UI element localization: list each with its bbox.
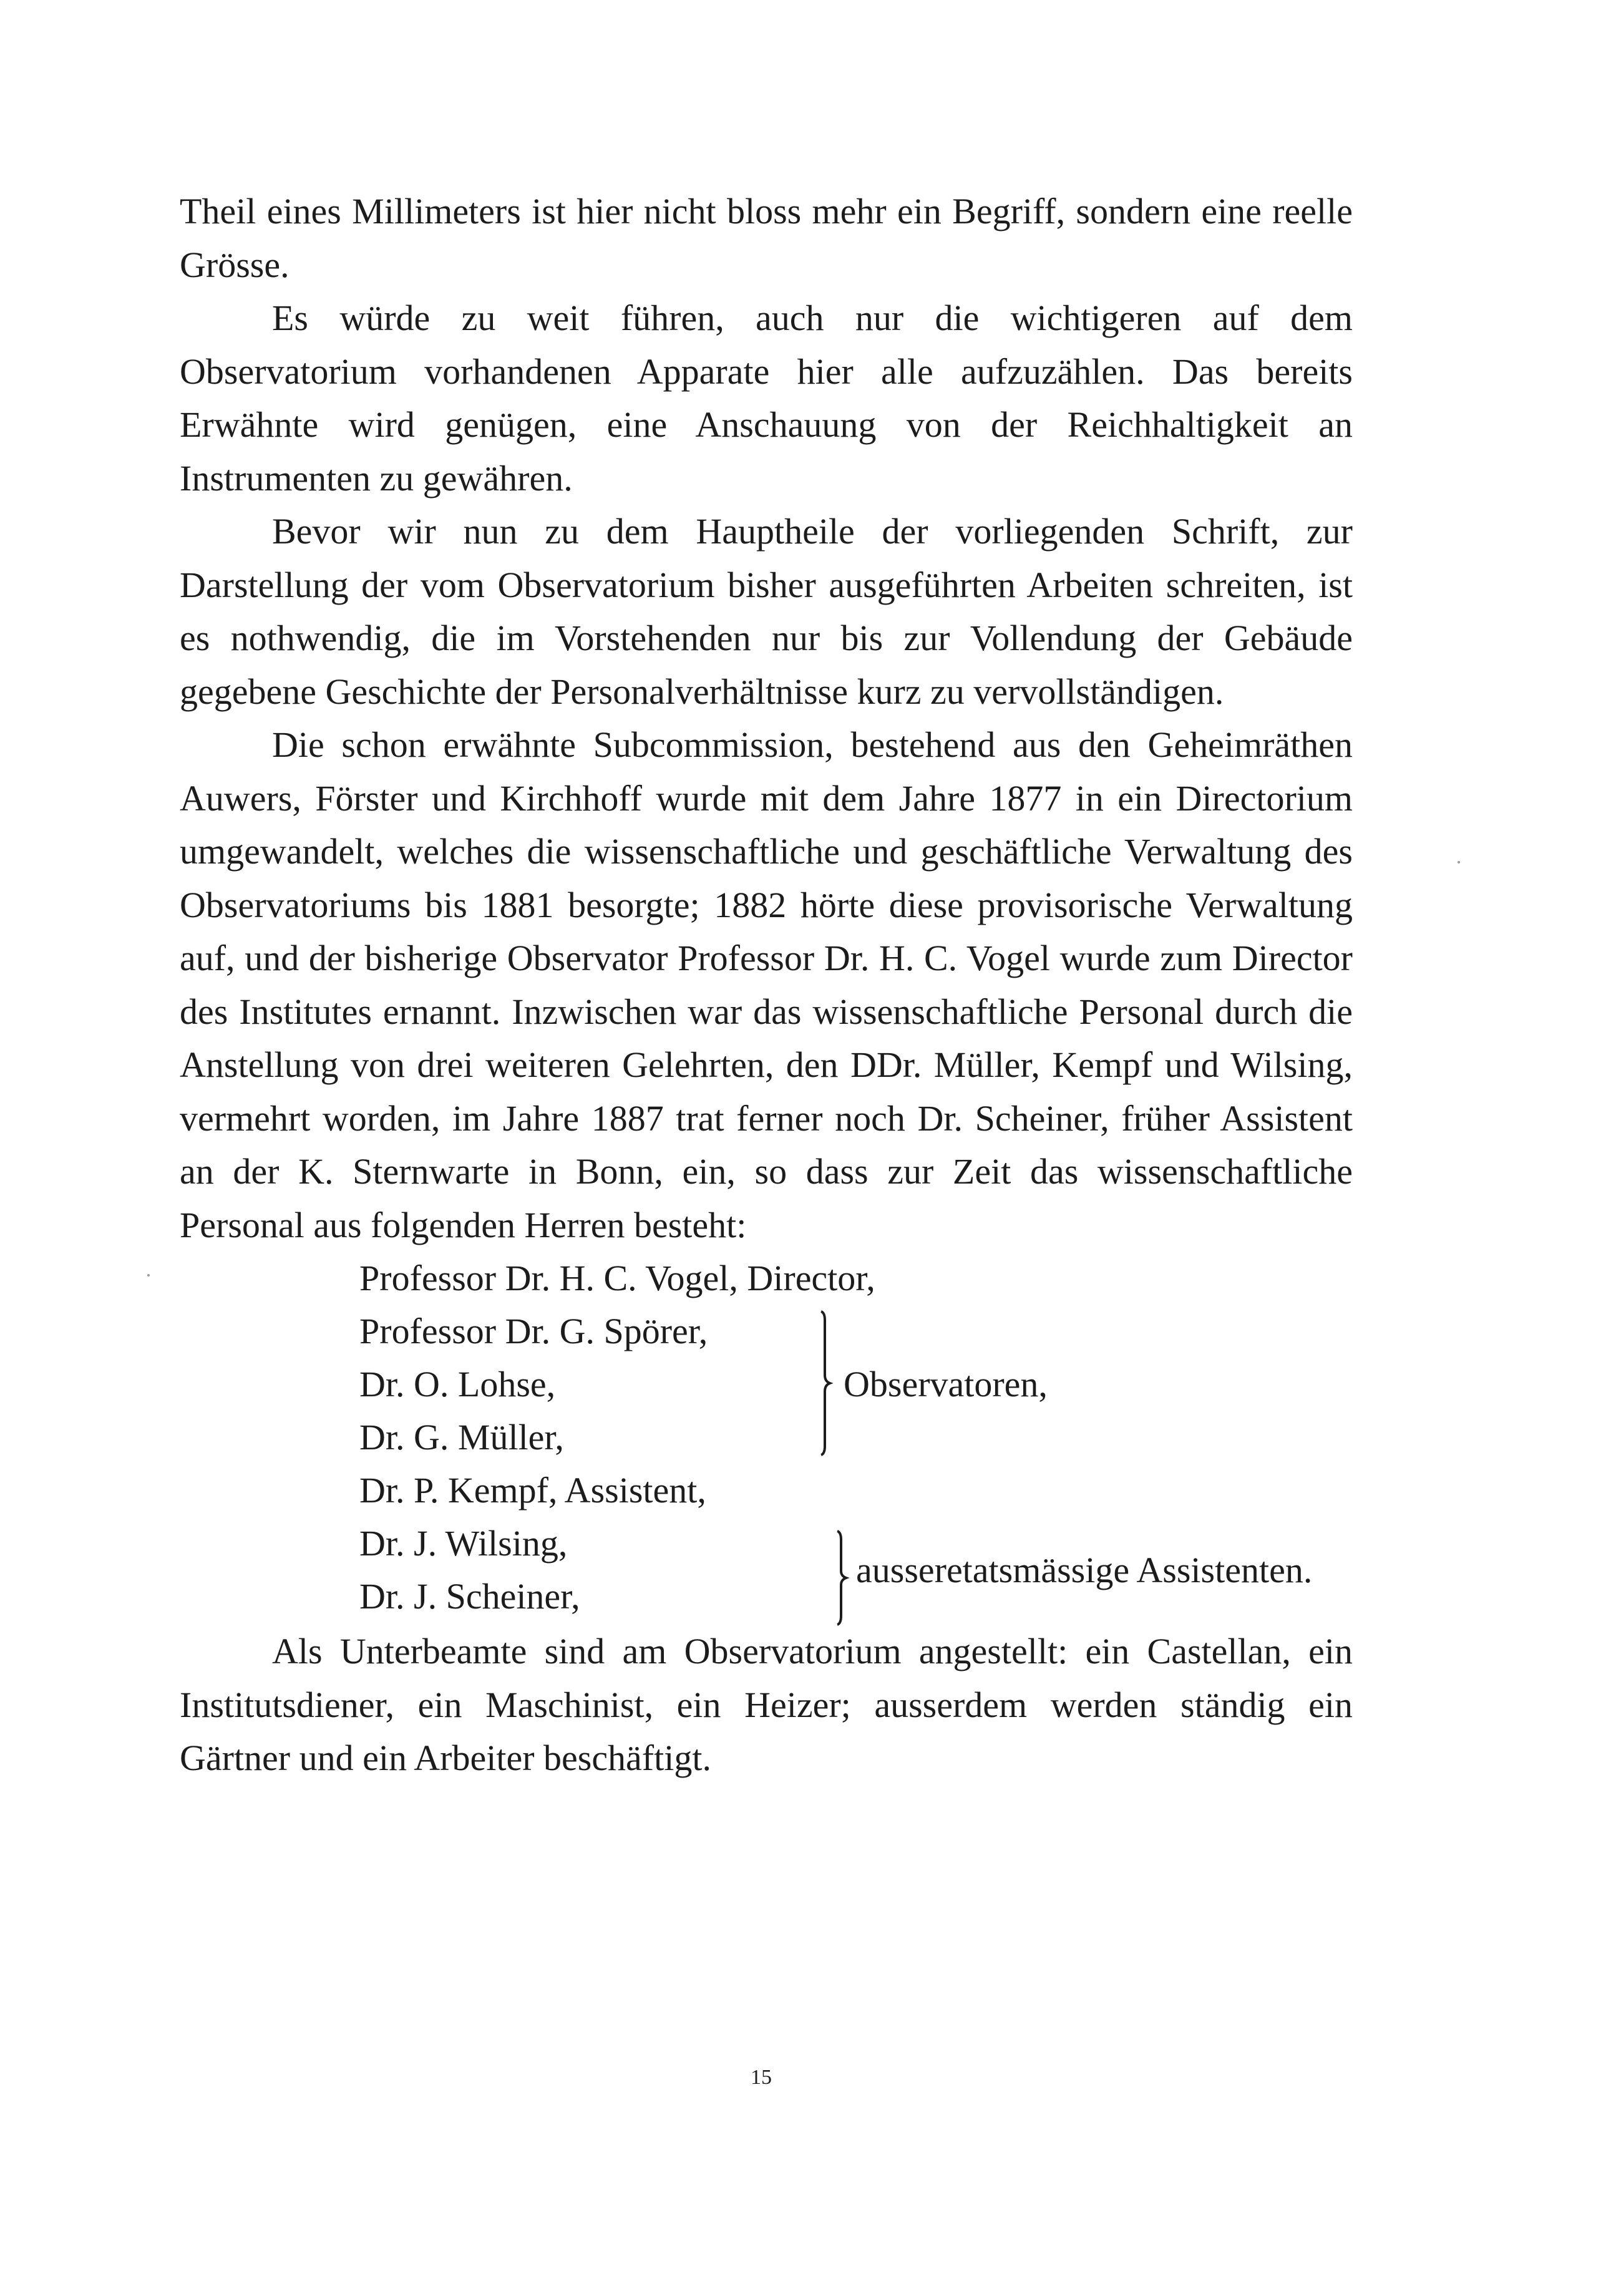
staff-row-wilsing: Dr. J. Wilsing, [359,1523,568,1564]
staff-row-lohse: Dr. O. Lohse, [359,1364,556,1404]
group-label-assistenten: ausseretatsmässige Assistenten. [856,1550,1313,1590]
brace-assistenten [832,1527,851,1628]
brace-observatoren [816,1308,835,1457]
paragraph-apparatus: Es würde zu weit führen, auch nur die wichtigeren auf dem Observatorium vorhandenen Apparate hier alle aufzuzählen. Das bereits Erwähnte wird genügen, eine Anschauung von der Reichhaltigkeit an Instrumenten zu gewähren. [180,298,1353,499]
staff-row-scheiner: Dr. J. Scheiner, [359,1576,580,1617]
staff-row-vogel: Professor Dr. H. C. Vogel, Director, [359,1258,875,1298]
staff-list [359,1252,1353,1625]
staff-row-kempf: Dr. P. Kempf, Assistent, [359,1470,706,1510]
page-number: 15 [751,2066,772,2089]
paragraph-subordinate-staff: Als Unterbeamte sind am Observatorium angestellt: ein Castellan, ein Institutsdiener, ein Maschinist, ein Heizer; ausserdem werden ständig ein Gärtner und ein Arbeiter beschäftigt. [180,1631,1353,1778]
group-label-observatoren: Observatoren, [844,1364,1048,1404]
paragraph-subcommission: Die schon erwähnte Subcommission, bestehend aus den Geheimräthen Auwers, Förster und Kirchhoff wurde mit dem Jahre 1877 in ein Directorium umgewandelt, welches die wissenschaftliche und geschäftliche Verwaltung des Observatoriums bis 1881 besorgte; 1882 hörte diese provisorische Verwaltung auf, und der bisherige Observator Professor Dr. H. C. Vogel wurde zum Director des Institutes ernannt. Inzwischen war das wissenschaftliche Personal durch die Anstellung von drei weiteren Gelehrten, den DDr. Müller, Kempf und Wilsing, vermehrt worden, im Jahre 1887 trat ferner noch Dr. Scheiner, früher Assistent an der K. Sternwarte in Bonn, ein, so dass zur Zeit das wissenschaftliche Personal aus folgenden Herren besteht: [180,724,1353,1245]
paper-speck [1458,861,1460,863]
staff-row-mueller: Dr. G. Müller, [359,1417,564,1457]
paragraph-continuation: Theil eines Millimeters ist hier nicht bloss mehr ein Begriff, sondern eine reelle Grösse. [180,191,1353,285]
paper-speck [147,1274,150,1277]
paragraph-personnel-intro: Bevor wir nun zu dem Hauptheile der vorliegenden Schrift, zur Darstellung der vom Observatorium bisher ausgeführten Arbeiten schreiten, ist es nothwendig, die im Vorstehenden nur bis zur Vollendung der Gebäude gegebene Geschichte der Personalverhältnisse kurz zu vervollständigen. [180,511,1353,712]
body-text [180,185,1353,1785]
staff-row-spoerer: Professor Dr. G. Spörer, [359,1311,708,1351]
